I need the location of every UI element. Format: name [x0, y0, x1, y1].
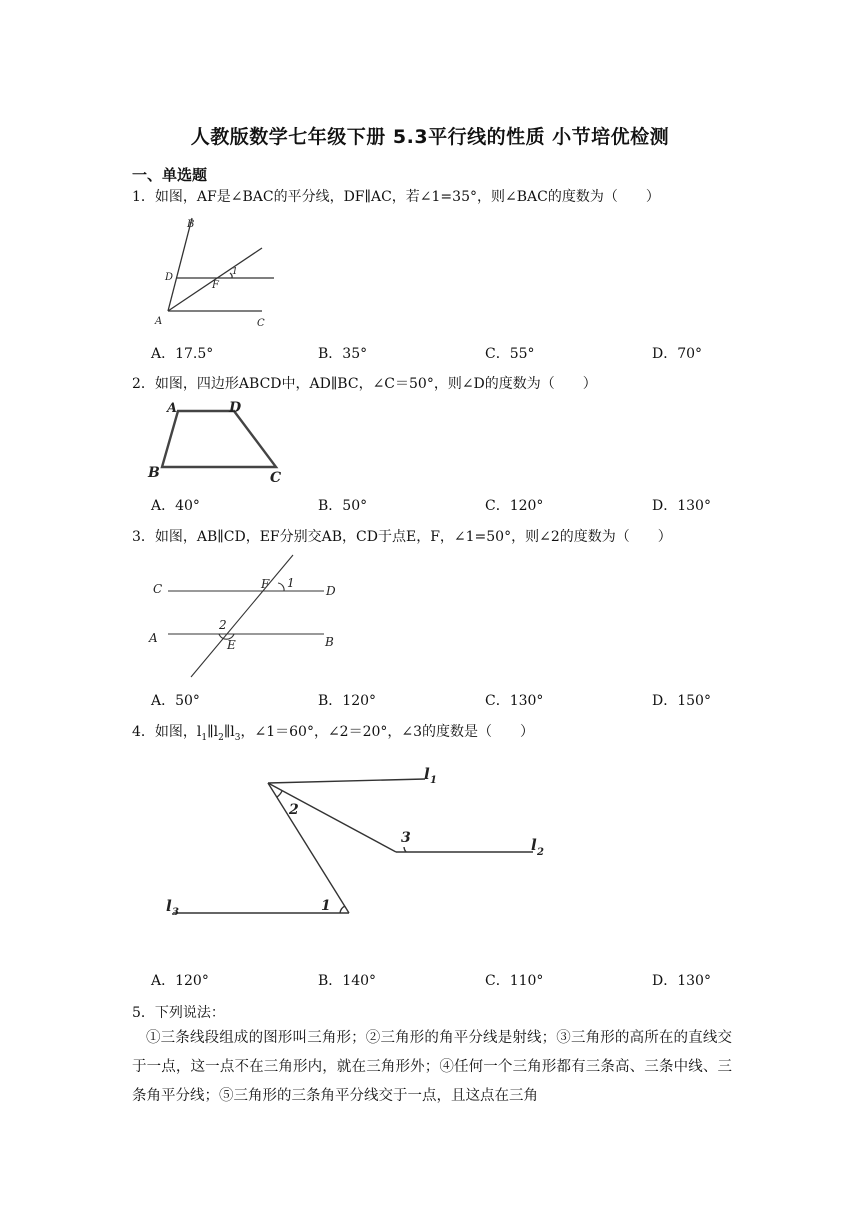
page-title: 人教版数学七年级下册 5.3平行线的性质 小节培优检测 [190, 126, 670, 148]
label-A: A [167, 401, 178, 416]
label-E: E [227, 638, 236, 652]
label-l2: l [531, 836, 537, 854]
label-C: C [257, 318, 265, 329]
label-angle-3: 3 [401, 830, 411, 846]
q4-option-d: D．130° [652, 973, 711, 989]
q1-option-d: D．70° [652, 346, 703, 362]
label-l1: l [424, 765, 430, 783]
label-l2-sub: 2 [537, 847, 544, 858]
q2-option-c: C．120° [485, 498, 544, 514]
q2-option-a: A．40° [151, 498, 200, 514]
label-l3: l [166, 897, 172, 915]
label-angle-1: 1 [232, 267, 238, 277]
q1-option-c: C．55° [485, 346, 535, 362]
q2-option-d: D．130° [652, 498, 711, 514]
q2-option-b: B．50° [318, 498, 368, 514]
section-heading: 一、单选题 [132, 166, 208, 184]
question-2-stem: 2．如图，四边形ABCD中，AD∥BC，∠C＝50°，则∠D的度数为（ ） [132, 376, 597, 392]
label-A: A [155, 316, 163, 327]
label-angle-2: 2 [219, 618, 227, 632]
angle-1-arc [278, 583, 284, 591]
q3-option-a: A．50° [151, 693, 200, 709]
label-l3-sub: 3 [172, 907, 179, 918]
q3-option-b: B．120° [318, 693, 377, 709]
label-angle-1: 1 [321, 898, 331, 914]
q3-option-d: D．150° [652, 693, 711, 709]
segment-to-l2 [268, 783, 396, 852]
label-C: C [270, 470, 282, 486]
q1-option-b: B．35° [318, 346, 368, 362]
label-angle-1: 1 [287, 576, 295, 590]
label-B: B [325, 635, 334, 649]
q4-option-a: A．120° [151, 973, 209, 989]
q1-option-a: A．17.5° [151, 346, 214, 362]
label-angle-2: 2 [289, 802, 299, 818]
question-1-stem: 1．如图，AF是∠BAC的平分线，DF∥AC，若∠1=35°，则∠BAC的度数为（ ） [132, 189, 660, 205]
label-D: D [326, 584, 336, 598]
label-C: C [153, 582, 163, 596]
question-5-statements: ①三条线段组成的图形叫三角形；②三角形的角平分线是射线；③三角形的高所在的直线交于一点，这一点不在三角形内，就在三角形外；④任何一个三角形都有三条高、三条中线、三条角平分线；⑤三角形的三条角平分线交于一点，且这点在三角 [132, 1030, 732, 1104]
angle-2-arc [277, 791, 282, 797]
question-4-stem: 4．如图，$l_1\parallel l_2\parallel l_3$，∠1＝60°，∠2＝20°，∠3的度数是（ ） [132, 724, 535, 743]
label-F: F [261, 577, 270, 591]
q3-option-c: C．130° [485, 693, 544, 709]
angle-1-arc [340, 906, 345, 913]
segment-to-l3 [268, 783, 349, 913]
label-B: B [148, 465, 160, 481]
label-D: D [229, 400, 242, 416]
trapezoid-abcd [162, 411, 276, 467]
q4-option-c: C．110° [485, 973, 544, 989]
question-1-figure [140, 212, 290, 334]
label-B: B [187, 219, 195, 230]
label-D: D [165, 272, 174, 283]
angle-3-arc [404, 847, 406, 852]
question-2-figure [140, 396, 290, 486]
label-F: F [212, 280, 219, 291]
label-l1-sub: 1 [430, 775, 437, 786]
line-l1 [268, 779, 425, 783]
transversal-ef [191, 555, 293, 677]
question-3-stem: 3．如图，AB∥CD，EF分别交AB，CD于点E，F，∠1=50°，则∠2的度数为（ ） [132, 529, 672, 545]
label-A: A [149, 631, 158, 645]
question-3-figure [140, 550, 360, 680]
question-5-stem: 5．下列说法： [132, 1005, 225, 1021]
question-4-figure [140, 755, 570, 935]
q4-option-b: B．140° [318, 973, 377, 989]
